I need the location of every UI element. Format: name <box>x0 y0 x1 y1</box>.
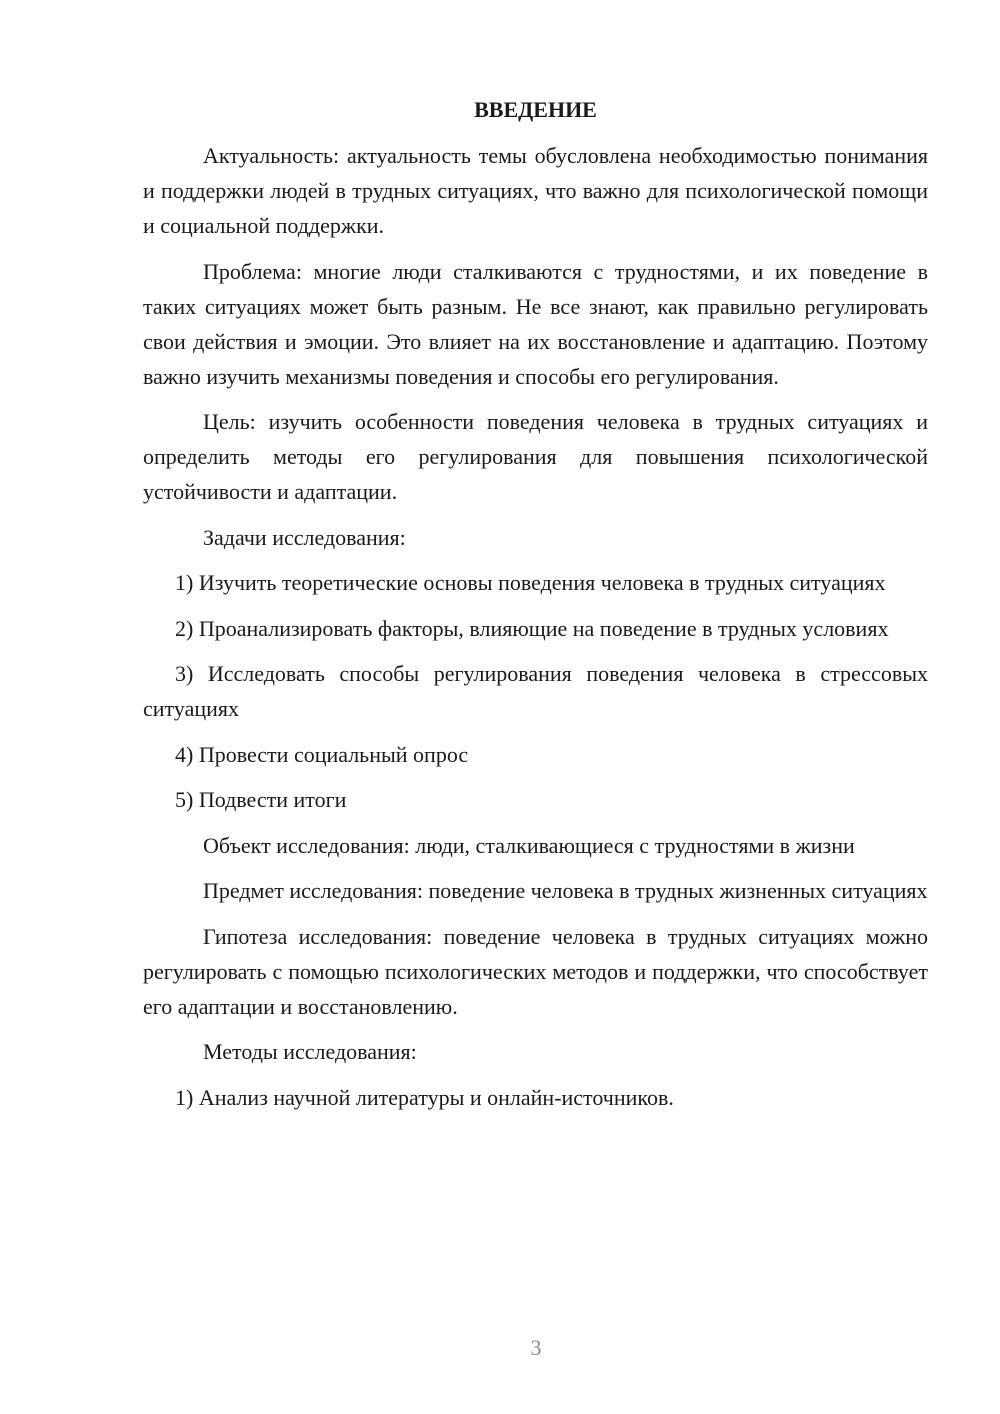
object-paragraph: Объект исследования: люди, сталкивающиеся с трудностями в жизни <box>203 832 855 858</box>
page-content <box>143 95 928 1125</box>
task-item-5: 5) Подвести итоги <box>175 787 347 812</box>
section-heading: ВВЕДЕНИЕ <box>474 97 597 122</box>
method-item-1: 1) Анализ научной литературы и онлайн-источников. <box>175 1084 674 1110</box>
hypothesis-paragraph: Гипотеза исследования: поведение человека в трудных ситуациях можно регулировать с помощью психологических методов и поддержки, что способствует его адаптации и восстановлению. <box>143 923 928 1019</box>
task-item-3: 3) Исследовать способы регулирования поведения человека в стрессовых ситуациях <box>143 661 928 721</box>
relevance-paragraph: Актуальность: актуальность темы обусловлена необходимостью понимания и поддержки людей в трудных ситуациях, что важно для психологической помощи и социальной поддержки. <box>143 143 928 238</box>
problem-paragraph: Проблема: многие люди сталкиваются с трудностями, и их поведение в таких ситуациях может быть разным. Не все знают, как правильно регулировать свои действия и эмоции. Это влияет на их восстановление и адаптацию. Поэтому важно изучить механизмы поведения и способы его регулирования. <box>143 258 928 389</box>
subject-paragraph: Предмет исследования: поведение человека в трудных жизненных ситуациях <box>203 878 928 903</box>
goal-paragraph: Цель: изучить особенности поведения человека в трудных ситуациях и определить методы его регулирования для повышения психологической устойчивости и адаптации. <box>143 409 928 504</box>
tasks-title: Задачи исследования: <box>203 524 406 550</box>
task-item-1: 1) Изучить теоретические основы поведения человека в трудных ситуациях <box>175 570 886 595</box>
task-item-2: 2) Проанализировать факторы, влияющие на поведение в трудных условиях <box>175 615 889 641</box>
methods-title: Методы исследования: <box>203 1039 417 1064</box>
page-number: 3 <box>530 1335 542 1360</box>
task-item-4: 4) Провести социальный опрос <box>175 741 469 767</box>
